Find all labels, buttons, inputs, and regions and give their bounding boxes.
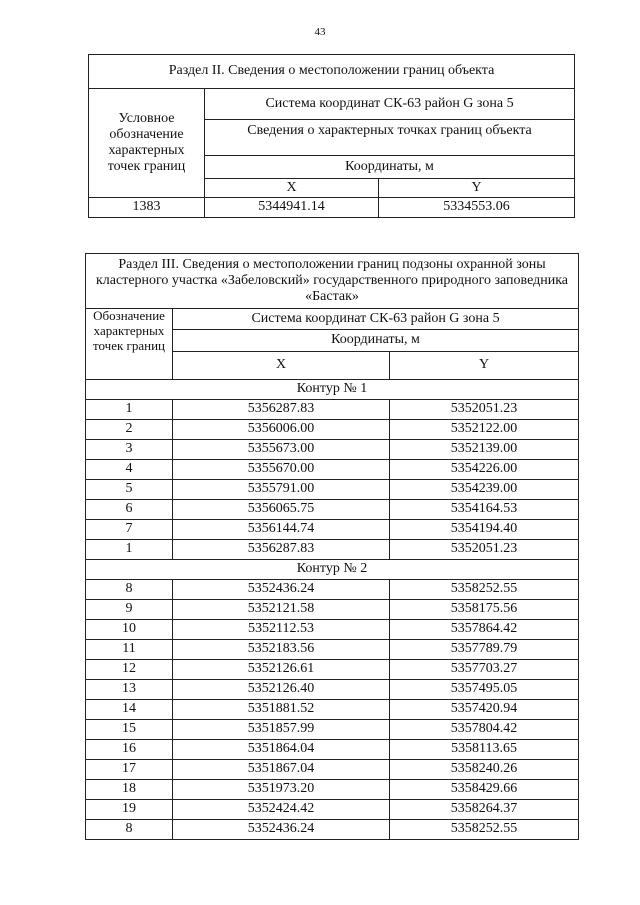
- table-row: [86, 540, 579, 560]
- section3-coords-label: Координаты, м: [173, 330, 579, 352]
- section2-points-info: Сведения о характерных точках границ объекта: [205, 120, 575, 156]
- point-id: 13: [86, 680, 173, 700]
- table-row: [86, 620, 579, 640]
- table-row: [86, 580, 579, 600]
- point-id: 3: [86, 440, 173, 460]
- section3-x-header: X: [173, 352, 390, 380]
- point-id: 4: [86, 460, 173, 480]
- coord-y: 5358252.55: [390, 580, 579, 600]
- table-row: [86, 400, 579, 420]
- coord-y: 5354164.53: [390, 500, 579, 520]
- point-id: 6: [86, 500, 173, 520]
- table-row: [86, 500, 579, 520]
- section2-point-label: Условное обозначение характерных точек границ: [89, 89, 205, 198]
- table-row: [86, 440, 579, 460]
- page-number: 43: [314, 26, 326, 38]
- section2-table: [88, 54, 575, 218]
- coord-x: 5351864.04: [173, 740, 390, 760]
- section2-point-id: 1383: [89, 198, 205, 218]
- table-row: [86, 520, 579, 540]
- coord-y: 5357864.42: [390, 620, 579, 640]
- point-id: 5: [86, 480, 173, 500]
- point-id: 19: [86, 800, 173, 820]
- coord-y: 5357420.94: [390, 700, 579, 720]
- point-id: 8: [86, 580, 173, 600]
- point-id: 17: [86, 760, 173, 780]
- coord-x: 5356144.74: [173, 520, 390, 540]
- table-row: [86, 600, 579, 620]
- coord-y: 5358175.56: [390, 600, 579, 620]
- point-id: 15: [86, 720, 173, 740]
- table-row: [86, 800, 579, 820]
- section2-x-header: X: [205, 179, 379, 198]
- coord-x: 5355670.00: [173, 460, 390, 480]
- coord-x: 5355791.00: [173, 480, 390, 500]
- point-id: 11: [86, 640, 173, 660]
- section2-coords-label: Координаты, м: [205, 156, 575, 179]
- section3-title: Раздел III. Сведения о местоположении границ подзоны охранной зоны кластерного участка «Забеловский» государственного природного заповедника «Бастак»: [86, 254, 579, 309]
- table-row: [86, 760, 579, 780]
- point-id: 7: [86, 520, 173, 540]
- point-id: 9: [86, 600, 173, 620]
- coord-y: 5352122.00: [390, 420, 579, 440]
- coord-y: 5357495.05: [390, 680, 579, 700]
- coord-y: 5357804.42: [390, 720, 579, 740]
- coord-y: 5357789.79: [390, 640, 579, 660]
- coord-x: 5351867.04: [173, 760, 390, 780]
- coord-x: 5352126.61: [173, 660, 390, 680]
- point-id: 2: [86, 420, 173, 440]
- table-row: [86, 460, 579, 480]
- table-row: [86, 740, 579, 760]
- table-row: [86, 660, 579, 680]
- coord-x: 5352112.53: [173, 620, 390, 640]
- point-id: 10: [86, 620, 173, 640]
- table-row: [86, 700, 579, 720]
- coord-y: 5358264.37: [390, 800, 579, 820]
- section2-y-header: Y: [379, 179, 575, 198]
- coord-y: 5358429.66: [390, 780, 579, 800]
- coord-x: 5356006.00: [173, 420, 390, 440]
- contour-header: Контур № 1: [86, 380, 579, 400]
- section2-point-y: 5334553.06: [379, 198, 575, 218]
- coord-y: 5354226.00: [390, 460, 579, 480]
- coord-x: 5352121.58: [173, 600, 390, 620]
- coord-x: 5356287.83: [173, 540, 390, 560]
- coord-y: 5357703.27: [390, 660, 579, 680]
- point-id: 8: [86, 820, 173, 840]
- coord-x: 5352436.24: [173, 580, 390, 600]
- point-id: 12: [86, 660, 173, 680]
- table-row: [86, 480, 579, 500]
- point-id: 14: [86, 700, 173, 720]
- coord-y: 5358240.26: [390, 760, 579, 780]
- coord-x: 5351881.52: [173, 700, 390, 720]
- coord-y: 5354194.40: [390, 520, 579, 540]
- point-id: 16: [86, 740, 173, 760]
- section3-point-label: Обозначение характерных точек границ: [86, 309, 173, 380]
- table-row: [86, 820, 579, 840]
- section3-coord-system: Система координат СК-63 район G зона 5: [173, 309, 579, 330]
- coord-y: 5358252.55: [390, 820, 579, 840]
- coord-x: 5352183.56: [173, 640, 390, 660]
- coord-x: 5356287.83: [173, 400, 390, 420]
- section3-table: [85, 253, 579, 840]
- table-row: [86, 420, 579, 440]
- table-row: [86, 680, 579, 700]
- point-id: 1: [86, 400, 173, 420]
- coord-x: 5352424.42: [173, 800, 390, 820]
- section2-point-x: 5344941.14: [205, 198, 379, 218]
- coord-y: 5352051.23: [390, 540, 579, 560]
- table-row: [86, 640, 579, 660]
- coord-y: 5358113.65: [390, 740, 579, 760]
- coord-x: 5352126.40: [173, 680, 390, 700]
- table-row: [86, 780, 579, 800]
- section3-y-header: Y: [390, 352, 579, 380]
- coord-y: 5352139.00: [390, 440, 579, 460]
- point-id: 18: [86, 780, 173, 800]
- coord-y: 5354239.00: [390, 480, 579, 500]
- coord-x: 5355673.00: [173, 440, 390, 460]
- coord-x: 5352436.24: [173, 820, 390, 840]
- contour-header: Контур № 2: [86, 560, 579, 580]
- section2-title: Раздел II. Сведения о местоположении границ объекта: [89, 55, 575, 89]
- coord-x: 5351857.99: [173, 720, 390, 740]
- coord-x: 5356065.75: [173, 500, 390, 520]
- coord-y: 5352051.23: [390, 400, 579, 420]
- point-id: 1: [86, 540, 173, 560]
- table-row: [86, 720, 579, 740]
- coord-x: 5351973.20: [173, 780, 390, 800]
- section2-coord-system: Система координат СК-63 район G зона 5: [205, 89, 575, 120]
